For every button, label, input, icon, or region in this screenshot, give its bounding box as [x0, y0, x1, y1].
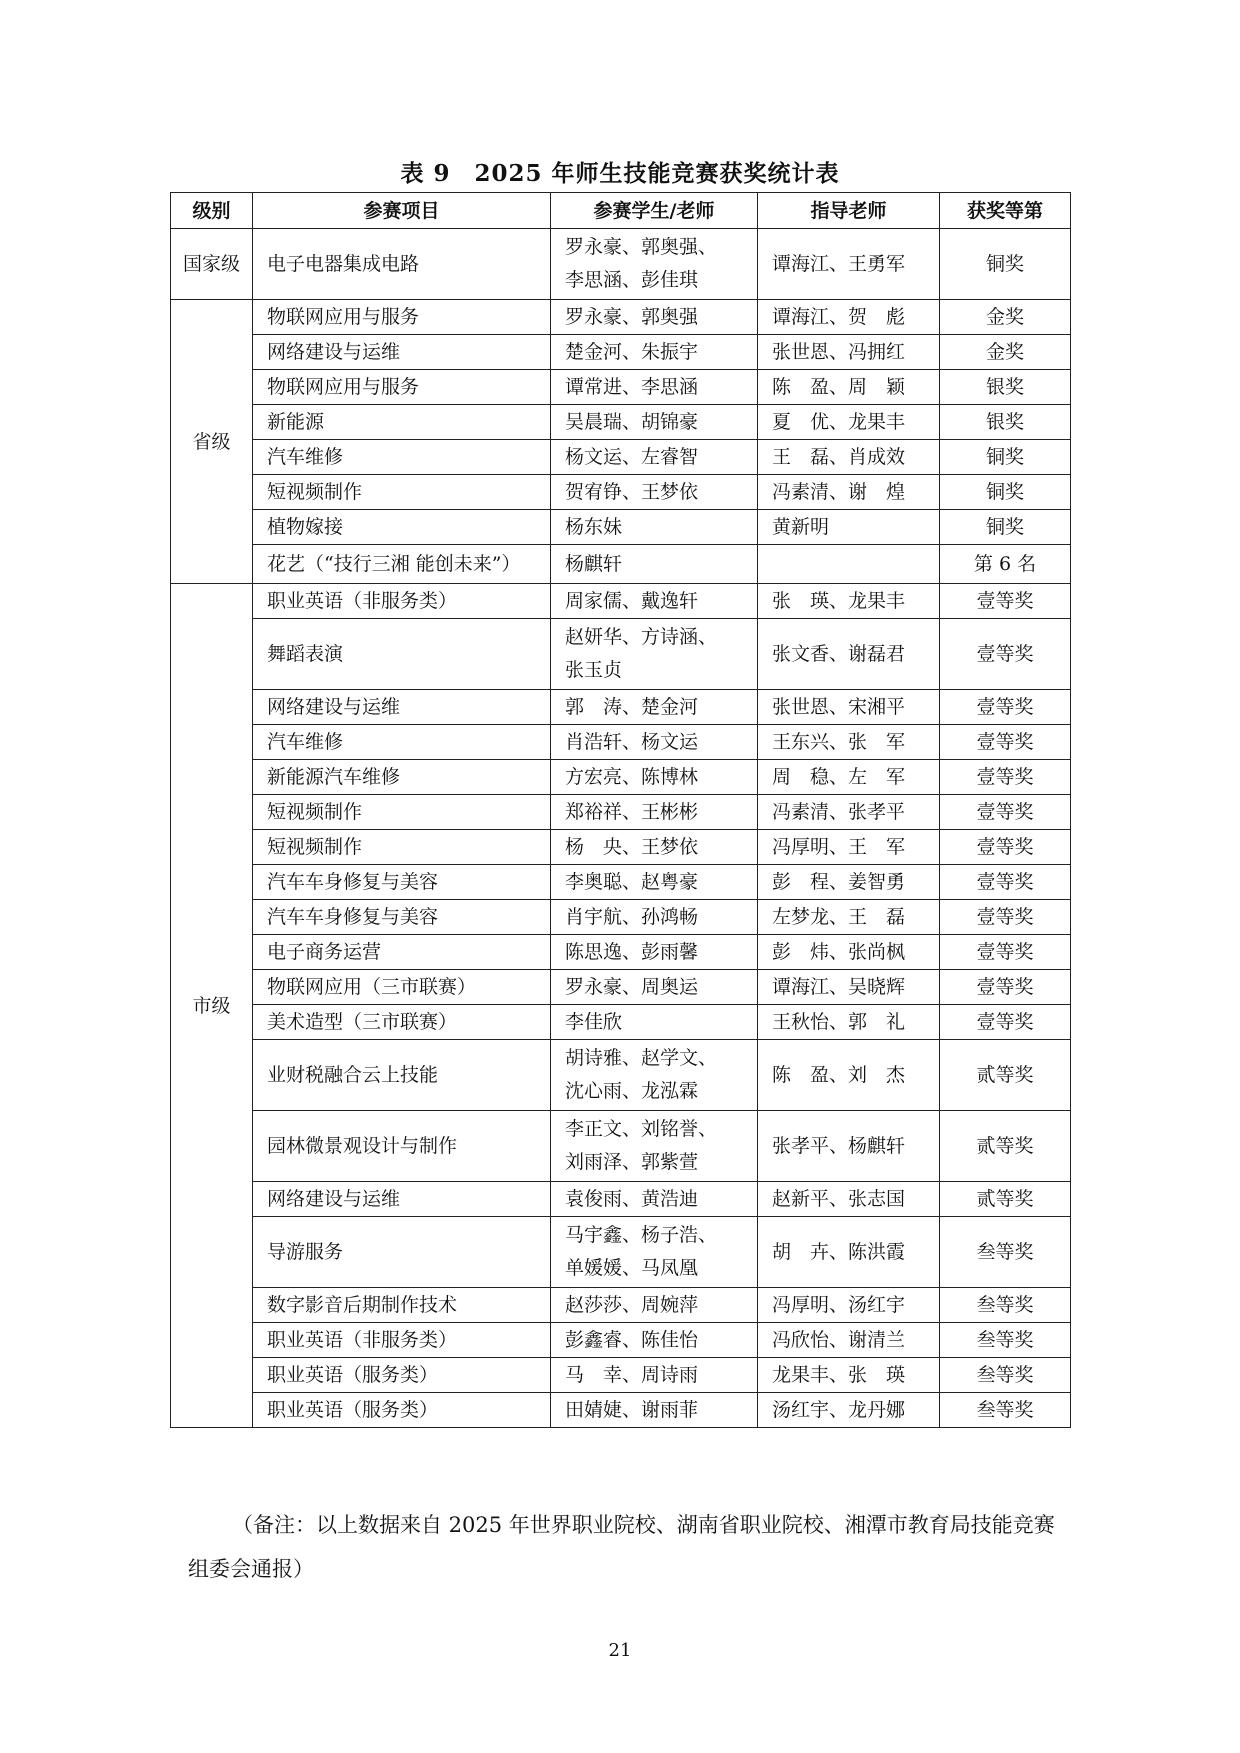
project-cell: 短视频制作	[253, 475, 551, 510]
teachers-cell: 胡 卉、陈洪霞	[758, 1217, 940, 1288]
students-cell	[551, 830, 758, 865]
award-cell: 壹等奖	[940, 619, 1071, 690]
award-cell: 第 6 名	[940, 545, 1071, 584]
award-cell: 铜奖	[940, 440, 1071, 475]
table-row	[171, 1288, 1071, 1323]
students-cell	[551, 1288, 758, 1323]
students-cell	[551, 584, 758, 619]
students-line: 张玉贞	[565, 659, 623, 681]
students-line: 肖宇航、孙鸿畅	[565, 906, 699, 928]
teachers-cell: 汤红宇、龙丹娜	[758, 1393, 940, 1428]
award-cell: 银奖	[940, 370, 1071, 405]
project-cell: 网络建设与运维	[253, 335, 551, 370]
teachers-cell: 王秋怡、郭 礼	[758, 1005, 940, 1040]
project-cell: 业财税融合云上技能	[253, 1040, 551, 1111]
project-cell: 电子电器集成电路	[253, 229, 551, 300]
table-row	[171, 1217, 1071, 1288]
students-line: 沈心雨、龙泓霖	[565, 1080, 699, 1102]
award-cell: 铜奖	[940, 229, 1071, 300]
teachers-cell: 谭海江、吴晓辉	[758, 970, 940, 1005]
award-cell: 贰等奖	[940, 1111, 1071, 1182]
header-project: 参赛项目	[253, 193, 551, 229]
teachers-cell: 冯厚明、王 军	[758, 830, 940, 865]
award-cell: 叁等奖	[940, 1217, 1071, 1288]
table-row	[171, 510, 1071, 545]
table-row	[171, 300, 1071, 335]
teachers-cell: 赵新平、张志国	[758, 1182, 940, 1217]
project-cell: 数字影音后期制作技术	[253, 1288, 551, 1323]
students-cell	[551, 1393, 758, 1428]
table-row	[171, 405, 1071, 440]
table-row	[171, 690, 1071, 725]
table-row	[171, 335, 1071, 370]
table-row	[171, 1182, 1071, 1217]
students-line: 郭 涛、楚金河	[565, 696, 699, 718]
award-cell: 壹等奖	[940, 970, 1071, 1005]
teachers-cell: 王 磊、肖成效	[758, 440, 940, 475]
table-row	[171, 440, 1071, 475]
teachers-cell: 张 瑛、龙果丰	[758, 584, 940, 619]
students-line: 李正文、刘铭誉、	[565, 1118, 718, 1140]
award-cell: 叁等奖	[940, 1358, 1071, 1393]
students-cell	[551, 1358, 758, 1393]
award-cell: 壹等奖	[940, 865, 1071, 900]
table-row	[171, 900, 1071, 935]
teachers-cell	[758, 545, 940, 584]
project-cell: 园林微景观设计与制作	[253, 1111, 551, 1182]
award-cell: 壹等奖	[940, 584, 1071, 619]
students-line: 赵妍华、方诗涵、	[565, 626, 718, 648]
students-line: 杨麒轩	[565, 552, 623, 575]
table-row	[171, 545, 1071, 584]
students-cell	[551, 1005, 758, 1040]
students-cell	[551, 405, 758, 440]
teachers-cell: 周 稳、左 军	[758, 760, 940, 795]
table-row	[171, 229, 1071, 300]
students-line: 赵莎莎、周婉萍	[565, 1294, 699, 1316]
project-cell: 短视频制作	[253, 795, 551, 830]
project-cell: 物联网应用与服务	[253, 300, 551, 335]
students-line: 刘雨泽、郭紫萱	[565, 1151, 699, 1173]
project-cell: 职业英语（非服务类）	[253, 1323, 551, 1358]
teachers-cell: 冯厚明、汤红宇	[758, 1288, 940, 1323]
students-cell	[551, 725, 758, 760]
table-row	[171, 584, 1071, 619]
students-line: 陈思逸、彭雨馨	[565, 941, 699, 963]
students-cell	[551, 229, 758, 300]
teachers-cell: 张孝平、杨麒轩	[758, 1111, 940, 1182]
teachers-cell: 张文香、谢磊君	[758, 619, 940, 690]
teachers-cell: 夏 优、龙果丰	[758, 405, 940, 440]
teachers-cell: 张世恩、冯拥红	[758, 335, 940, 370]
source-note: （备注：以上数据来自 2025 年世界职业院校、湖南省职业院校、湘潭市教育局技能竞赛组委会通报）	[188, 1513, 1055, 1581]
students-line: 吴晨瑞、胡锦豪	[565, 411, 699, 433]
students-cell	[551, 1217, 758, 1288]
table-body	[171, 229, 1071, 1428]
students-cell	[551, 1040, 758, 1111]
table-row	[171, 935, 1071, 970]
award-cell: 叁等奖	[940, 1288, 1071, 1323]
table-row	[171, 725, 1071, 760]
project-cell: 新能源	[253, 405, 551, 440]
header-award: 获奖等第	[940, 193, 1071, 229]
students-line: 彭鑫睿、陈佳怡	[565, 1329, 699, 1351]
students-line: 周家儒、戴逸轩	[565, 590, 699, 612]
project-cell: 舞蹈表演	[253, 619, 551, 690]
award-cell: 贰等奖	[940, 1040, 1071, 1111]
table-row	[171, 475, 1071, 510]
award-cell: 壹等奖	[940, 900, 1071, 935]
project-cell: 植物嫁接	[253, 510, 551, 545]
students-line: 马宇鑫、杨子浩、	[565, 1224, 718, 1246]
project-cell: 花艺（“技行三湘 能创未来”）	[253, 545, 551, 584]
students-line: 李佳欣	[565, 1011, 623, 1033]
students-cell	[551, 475, 758, 510]
project-cell: 物联网应用（三市联赛）	[253, 970, 551, 1005]
award-cell: 壹等奖	[940, 795, 1071, 830]
students-line: 肖浩轩、杨文运	[565, 731, 699, 753]
students-cell	[551, 300, 758, 335]
students-cell	[551, 970, 758, 1005]
award-cell: 壹等奖	[940, 935, 1071, 970]
teachers-cell: 陈 盈、周 颖	[758, 370, 940, 405]
awards-table	[170, 192, 1071, 1428]
teachers-cell: 冯素清、张孝平	[758, 795, 940, 830]
table-row	[171, 970, 1071, 1005]
students-cell	[551, 690, 758, 725]
project-cell: 网络建设与运维	[253, 1182, 551, 1217]
project-cell: 职业英语（非服务类）	[253, 584, 551, 619]
students-line: 贺宥铮、王梦依	[565, 481, 699, 503]
students-cell	[551, 865, 758, 900]
students-line: 杨东妹	[565, 516, 623, 538]
table-row	[171, 1393, 1071, 1428]
header-teachers: 指导老师	[758, 193, 940, 229]
students-line: 楚金河、朱振宇	[565, 341, 699, 363]
project-cell: 网络建设与运维	[253, 690, 551, 725]
students-cell	[551, 900, 758, 935]
table-row	[171, 1323, 1071, 1358]
table-header-row	[171, 193, 1071, 229]
project-cell: 职业英语（服务类）	[253, 1393, 551, 1428]
award-cell: 壹等奖	[940, 830, 1071, 865]
project-cell: 新能源汽车维修	[253, 760, 551, 795]
students-cell	[551, 619, 758, 690]
page-number: 21	[608, 1640, 632, 1661]
award-cell: 金奖	[940, 300, 1071, 335]
teachers-cell: 冯欣怡、谢清兰	[758, 1323, 940, 1358]
teachers-cell: 黄新明	[758, 510, 940, 545]
teachers-cell: 龙果丰、张 瑛	[758, 1358, 940, 1393]
students-line: 袁俊雨、黄浩迪	[565, 1188, 699, 1210]
table-row	[171, 760, 1071, 795]
students-cell	[551, 760, 758, 795]
teachers-cell: 冯素清、谢 煌	[758, 475, 940, 510]
students-line: 罗永豪、郭奥强、	[565, 236, 718, 258]
students-cell	[551, 370, 758, 405]
table-title: 表 9 2025 年师生技能竞赛获奖统计表	[400, 160, 840, 187]
students-cell	[551, 795, 758, 830]
level-cell: 市级	[171, 584, 253, 1428]
project-cell: 汽车车身修复与美容	[253, 900, 551, 935]
award-cell: 贰等奖	[940, 1182, 1071, 1217]
level-cell: 国家级	[171, 229, 253, 300]
students-cell	[551, 335, 758, 370]
award-cell: 银奖	[940, 405, 1071, 440]
level-cell: 省级	[171, 300, 253, 584]
table-row	[171, 795, 1071, 830]
table-row	[171, 830, 1071, 865]
table-row	[171, 619, 1071, 690]
students-line: 方宏亮、陈博林	[565, 766, 699, 788]
table-row	[171, 370, 1071, 405]
teachers-cell: 左梦龙、王 磊	[758, 900, 940, 935]
award-cell: 叁等奖	[940, 1393, 1071, 1428]
teachers-cell: 谭海江、王勇军	[758, 229, 940, 300]
students-cell	[551, 440, 758, 475]
teachers-cell: 彭 程、姜智勇	[758, 865, 940, 900]
students-line: 杨 央、王梦依	[565, 836, 699, 858]
students-cell	[551, 545, 758, 584]
teachers-cell: 张世恩、宋湘平	[758, 690, 940, 725]
award-cell: 金奖	[940, 335, 1071, 370]
students-line: 李奥聪、赵粤豪	[565, 871, 699, 893]
students-cell	[551, 935, 758, 970]
header-level: 级别	[171, 193, 253, 229]
students-line: 田婧婕、谢雨菲	[565, 1399, 699, 1421]
project-cell: 汽车维修	[253, 440, 551, 475]
teachers-cell: 谭海江、贺 彪	[758, 300, 940, 335]
project-cell: 汽车维修	[253, 725, 551, 760]
award-cell: 壹等奖	[940, 1005, 1071, 1040]
award-cell: 叁等奖	[940, 1323, 1071, 1358]
students-line: 谭常进、李思涵	[565, 376, 699, 398]
students-line: 单媛媛、马凤凰	[565, 1257, 699, 1279]
project-cell: 电子商务运营	[253, 935, 551, 970]
award-cell: 壹等奖	[940, 690, 1071, 725]
students-line: 郑裕祥、王彬彬	[565, 801, 699, 823]
students-line: 胡诗雅、赵学文、	[565, 1047, 718, 1069]
students-line: 罗永豪、郭奥强	[565, 306, 699, 328]
project-cell: 汽车车身修复与美容	[253, 865, 551, 900]
students-cell	[551, 1182, 758, 1217]
award-cell: 壹等奖	[940, 760, 1071, 795]
award-cell: 壹等奖	[940, 725, 1071, 760]
teachers-cell: 王东兴、张 军	[758, 725, 940, 760]
teachers-cell: 彭 炜、张尚枫	[758, 935, 940, 970]
project-cell: 物联网应用与服务	[253, 370, 551, 405]
students-cell	[551, 510, 758, 545]
students-line: 杨文运、左睿智	[565, 446, 699, 468]
project-cell: 导游服务	[253, 1217, 551, 1288]
award-cell: 铜奖	[940, 510, 1071, 545]
teachers-cell: 陈 盈、刘 杰	[758, 1040, 940, 1111]
table-row	[171, 1358, 1071, 1393]
table-row	[171, 1111, 1071, 1182]
project-cell: 美术造型（三市联赛）	[253, 1005, 551, 1040]
project-cell: 职业英语（服务类）	[253, 1358, 551, 1393]
project-cell: 短视频制作	[253, 830, 551, 865]
header-students: 参赛学生/老师	[551, 193, 758, 229]
table-row	[171, 1040, 1071, 1111]
table-row	[171, 1005, 1071, 1040]
students-cell	[551, 1323, 758, 1358]
award-cell: 铜奖	[940, 475, 1071, 510]
table-row	[171, 865, 1071, 900]
students-line: 李思涵、彭佳琪	[565, 269, 699, 291]
students-cell	[551, 1111, 758, 1182]
students-line: 马 幸、周诗雨	[565, 1364, 699, 1386]
students-line: 罗永豪、周奥运	[565, 976, 699, 998]
